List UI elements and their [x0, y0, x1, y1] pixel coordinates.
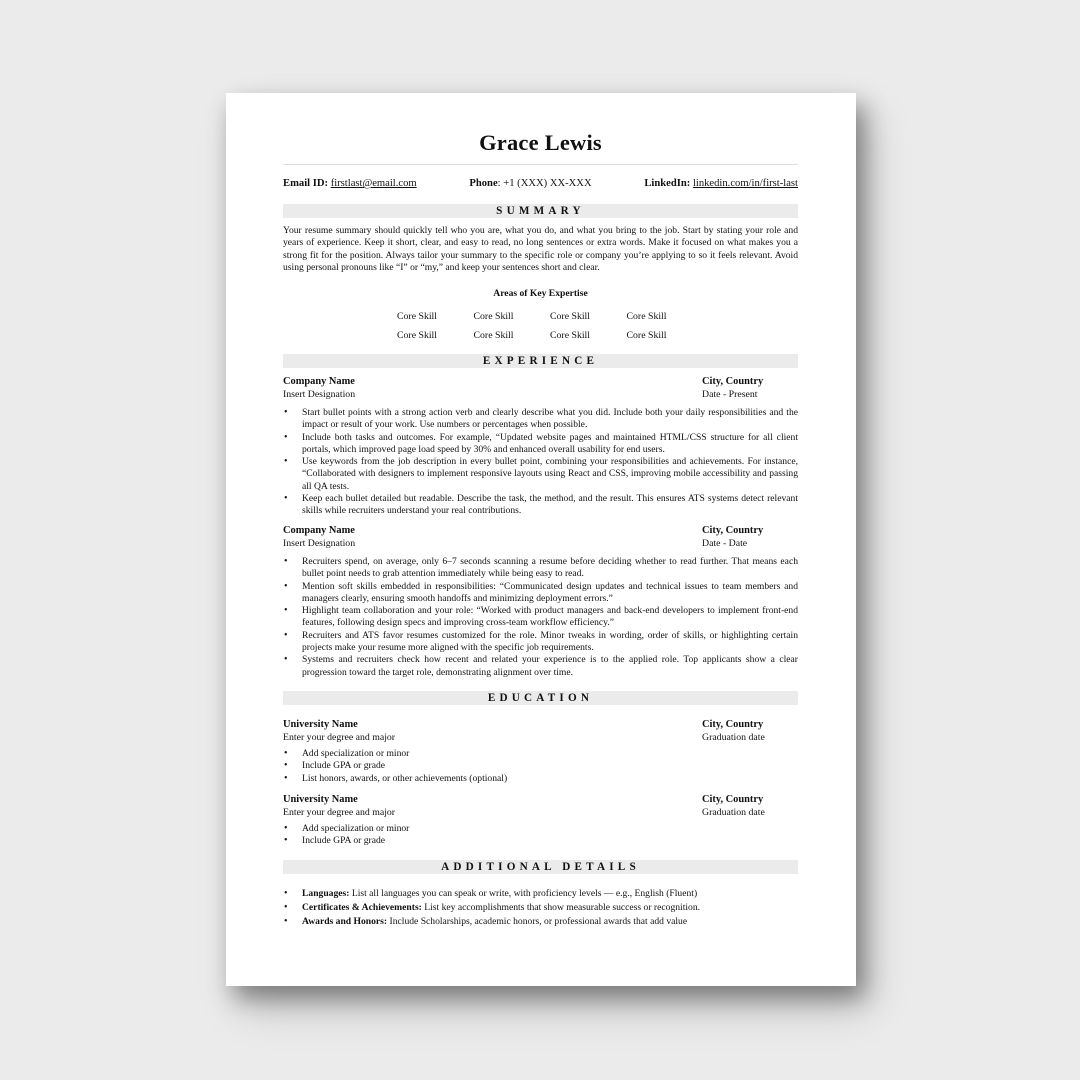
section-header-experience: EXPERIENCE	[283, 354, 798, 368]
job-header	[283, 525, 798, 551]
section-header-additional: ADDITIONAL DETAILS	[283, 860, 798, 874]
school-header	[283, 794, 798, 820]
graduation-date: Graduation date	[702, 806, 765, 818]
bullet-item: • Use keywords from the job description in every bullet point, combining your responsibilities and achievements. For instance, “Collaborated with designers to implement responsive layouts using React and CSS, improving mobile accessibility and passing all QA tests.	[283, 456, 798, 493]
school-name: University Name	[283, 719, 358, 730]
item-text: List key accomplishments that show measurable success or recognition.	[421, 902, 701, 913]
additional-item-awards	[283, 915, 798, 929]
contact-linkedin	[644, 178, 798, 189]
item-label: Certificates & Achievements:	[302, 902, 422, 913]
school-header	[283, 719, 798, 745]
contact-email	[283, 178, 417, 189]
job-bullets	[283, 407, 798, 518]
bullet-item: • List honors, awards, or other achievements (optional)	[283, 773, 798, 785]
bullet-item: • Include GPA or grade	[283, 835, 798, 847]
additional-item-languages	[283, 887, 798, 901]
school-bullets	[283, 823, 798, 848]
candidate-name: Grace Lewis	[479, 130, 602, 155]
bullet-item: • Keep each bullet detailed but readable. Describe the task, the method, and the result. This ensures ATS systems detect relevant skills while recruiters understand your real contributions.	[283, 493, 798, 518]
skills-row	[397, 311, 717, 330]
skill-item: Core Skill	[550, 329, 591, 341]
graduation-date: Graduation date	[702, 731, 765, 743]
phone-value: : +1 (XXX) XX-XXX	[497, 178, 592, 189]
skills-grid	[397, 311, 717, 348]
additional-item-certificates	[283, 901, 798, 915]
job-designation: Insert Designation	[283, 537, 356, 549]
bullet-item: • Add specialization or minor	[283, 823, 798, 835]
school-name: University Name	[283, 794, 358, 805]
resume-page	[226, 93, 856, 986]
job-dates: Date - Date	[702, 537, 748, 549]
bullet-item: • Highlight team collaboration and your role: “Worked with product managers and back-end developers to implement front-end features, following design specs and improving cross-team workflow efficiency.”	[283, 605, 798, 630]
company-name: Company Name	[283, 525, 355, 536]
name-divider	[283, 164, 798, 165]
linkedin-link[interactable]: linkedin.com/in/first-last	[692, 178, 798, 189]
item-text: Include Scholarships, academic honors, or professional awards that add value	[387, 916, 688, 927]
additional-bullets	[283, 887, 798, 929]
section-header-education: EDUCATION	[283, 691, 798, 705]
skill-item: Core Skill	[473, 329, 514, 341]
email-label: Email ID:	[283, 178, 329, 189]
job-dates: Date - Present	[702, 388, 758, 400]
job-bullets	[283, 556, 798, 679]
job-location: City, Country	[702, 376, 764, 387]
job-header	[283, 376, 798, 402]
item-label: Awards and Honors:	[302, 916, 388, 927]
school-location: City, Country	[702, 719, 764, 730]
expertise-title: Areas of Key Expertise	[493, 288, 588, 299]
skill-item: Core Skill	[626, 311, 667, 322]
job-designation: Insert Designation	[283, 388, 356, 400]
skill-item: Core Skill	[397, 311, 438, 322]
bullet-item: • Systems and recruiters check how recent and related your experience is to the applied role. Top applicants show a clear progression toward the target role, demonstrating alignment over time.	[283, 654, 798, 679]
bullet-item: • Mention soft skills embedded in responsibilities: “Communicated design updates and technical issues to team members and managers clearly, ensuring smooth handoffs and minimizing deployment errors.”	[283, 581, 798, 606]
skill-item: Core Skill	[626, 329, 667, 341]
bullet-item: • Recruiters spend, on average, only 6–7 seconds scanning a resume before deciding whether to read further. That means each bullet point needs to grab attention immediately while being easy to read.	[283, 556, 798, 581]
bullet-item: • Start bullet points with a strong action verb and clearly describe what you did. Include both your daily responsibilities and the impact or result of your work. Use numbers or percentages when possible.	[283, 407, 798, 432]
email-link[interactable]: firstlast@email.com	[330, 178, 417, 189]
bullet-item: • Add specialization or minor	[283, 748, 798, 760]
skills-row	[397, 330, 717, 349]
section-header-summary: SUMMARY	[283, 204, 798, 218]
school-bullets	[283, 748, 798, 785]
company-name: Company Name	[283, 376, 355, 387]
summary-text: Your resume summary should quickly tell who you are, what you do, and what you bring to the job. Start by stating your role and years of experience. Keep it short, clear, and easy to read, no long sentences or extra words. Make it focused on what makes you a strong fit for the position. Always tailor your summary to the specific role or company you’re applying to so it feels relevant. Avoid using personal pronouns like “I” or “my,” and keep your sentences short and clear.	[283, 225, 798, 274]
job-location: City, Country	[702, 525, 764, 536]
item-text: List all languages you can speak or write, with proficiency levels — e.g., English (Fluent)	[349, 888, 698, 899]
skill-item: Core Skill	[473, 311, 514, 322]
school-degree: Enter your degree and major	[283, 731, 396, 743]
bullet-item: • Recruiters and ATS favor resumes customized for the role. Minor tweaks in wording, order of skills, or highlighting certain projects make your resume more aligned with the specific job requirements.	[283, 630, 798, 655]
school-degree: Enter your degree and major	[283, 806, 396, 818]
skill-item: Core Skill	[397, 329, 438, 341]
skill-item: Core Skill	[550, 311, 591, 322]
phone-label: Phone	[469, 178, 498, 189]
bullet-item: • Include GPA or grade	[283, 760, 798, 772]
school-location: City, Country	[702, 794, 764, 805]
bullet-item: • Include both tasks and outcomes. For example, “Updated website pages and maintained HTML/CSS structure for all client portals, which improved page load speed by 30% and enhanced overall usability for end users.	[283, 432, 798, 457]
item-label: Languages:	[302, 888, 350, 899]
contact-phone	[469, 178, 591, 189]
linkedin-label: LinkedIn:	[644, 178, 691, 189]
contact-row	[283, 178, 798, 189]
